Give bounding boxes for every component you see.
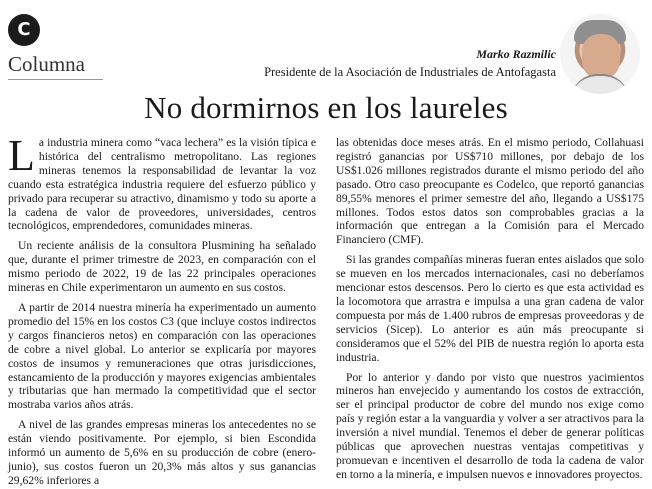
article-column-right (336, 136, 644, 484)
article-headline: No dormirnos en los laureles (144, 90, 508, 125)
author-name: Marko Razmilic (476, 47, 556, 61)
article-paragraph: Por lo anterior y dando por visto que nuestros yacimientos mineros han envejecido y aumentando los costos de extracción, ser el principal productor de cobre del mundo nos exige como país y región estar a la vanguardia y volver a ser atractivos para la inversión a nivel mundial. Tenemos el deber de generar políticas públicas que aprovechen nuestras ventajas competitivas y promuevan e incentiven el desarrollo de toda la cadena de valor en torno a la minería, e impulsen nuevos e innovadores proyectos. (336, 370, 644, 481)
brand-logo: C (8, 14, 40, 46)
article-body (8, 131, 644, 487)
author-role: Presidente de la Asociación de Industriales de Antofagasta (264, 65, 556, 79)
section-divider (8, 79, 103, 80)
article-paragraph: las obtenidas doce meses atrás. En el mismo periodo, Collahuasi registró ganancias por US$710 millones, por debajo de los US$1.026 millones registrados durante el mismo periodo del año pasado. Otro caso preocupante es Codelco, que reportó ganancias 89,55% menores el primer semestre del año, llegando a US$175 millones. Todos estos datos son comprobables gracias a la información que entregan a la Comisión para el Mercado Financiero (CMF). (336, 136, 644, 247)
article-column-left (8, 131, 316, 487)
article-paragraph: Un reciente análisis de la consultora Plusmining ha señalado que, durante el primer trimestre de 2023, en comparación con el mismo periodo de 2022, 19 de las 22 principales operaciones mineras en Chile experimentaron un aumento en sus costos. (8, 239, 316, 295)
article-paragraph: A nivel de las grandes empresas mineras los antecedentes no se están viendo positivamente. Por ejemplo, si bien Escondida informó un aumento de 5,6% en su producción de cobre (enero-junio), sus costos fueron un 20,3% más altos y sus ganancias 29,62% inferiores a (8, 418, 316, 487)
author-block (264, 47, 556, 80)
section-label: Columna (8, 52, 85, 76)
article-paragraph (8, 131, 316, 233)
drop-cap: L (8, 131, 35, 180)
article-paragraph: Si las grandes compañías mineras fueran entes aislados que solo se mueven en los mercados internacionales, casi no deberíamos mencionar estos descensos. Pero lo cierto es que esta actividad es la locomotora que arrastra e impulsa a una gran cadena de valor compuesta por más de 1.400 rubros de empresas proveedoras y de servicios (Sicep). Lo anterior es aún más preocupante si consideramos que el 52% del PIB de nuestra región lo aporta esta industria. (336, 253, 644, 364)
paragraph-text: a industria minera como “vaca lechera” es la visión típica e histórica del centralismo metropolitano. Las regiones mineras tenemos la responsabilidad de levantar la voz cuando esta estratégica industria requiere del esfuerzo público y privado para recuperar su atractivo, dinamismo y todo su aporte a la cadena de valor de proveedores, universidades, centros tecnológicos, emprendedores, comunidades mineras. (8, 136, 316, 233)
author-photo (560, 14, 640, 94)
article-paragraph: A partir de 2014 nuestra minería ha experimentado un aumento promedio del 15% en los costos C3 (que incluye costos indirectos y cargos financieros netos) en comparación con las operaciones de cobre a nivel global. Lo anterior se explicaría por mayores costos de insumos y remuneraciones que otras jurisdicciones, estancamiento de la producción y mayores exigencias ambientales y tributarias que han mermado la competitividad que el sector mostraba varios años atrás. (8, 300, 316, 412)
